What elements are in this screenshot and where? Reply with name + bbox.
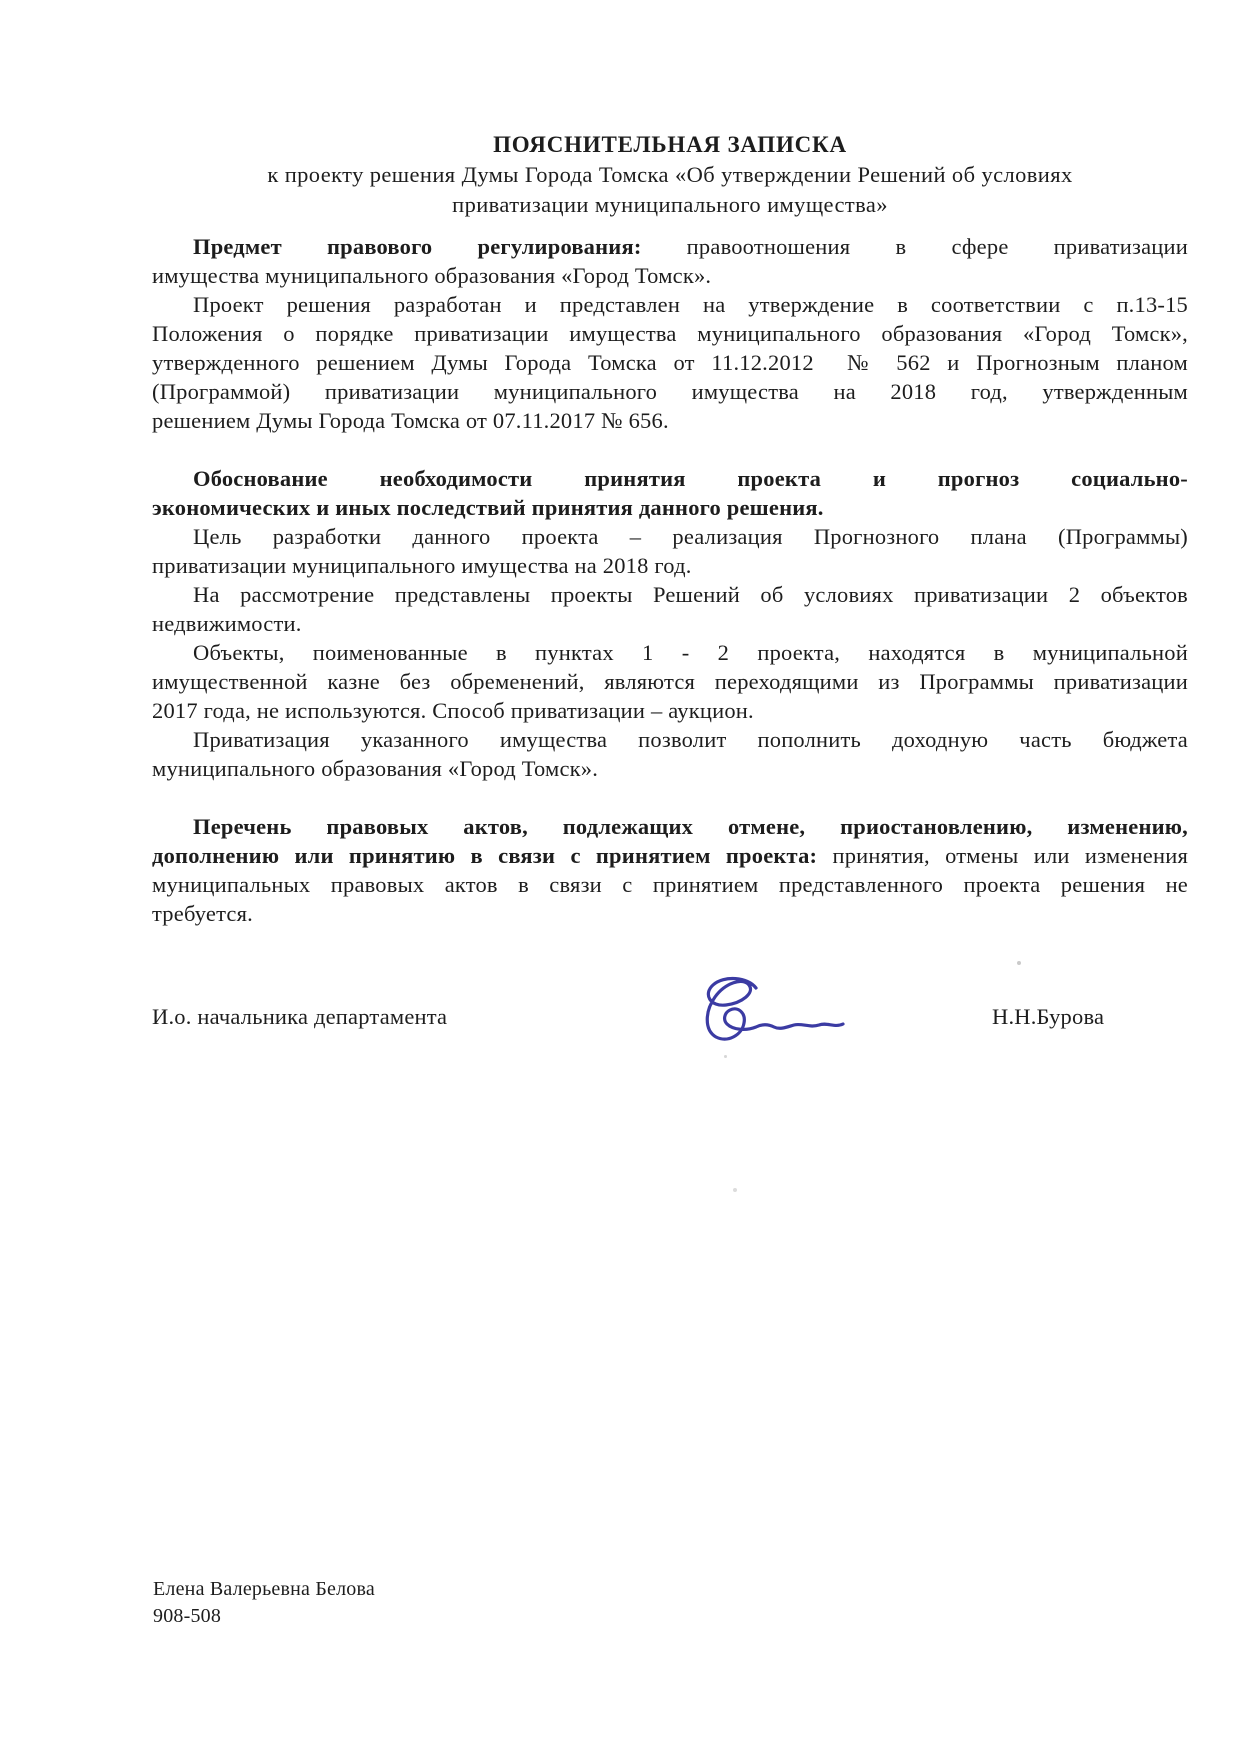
- document-line: Цель разработки данного проекта – реализация Прогнозного плана (Программы): [193, 524, 1188, 549]
- document-footer: [153, 1576, 375, 1630]
- document-line: Объекты, поименованные в пунктах 1 - 2 проекта, находятся в муниципальной: [193, 640, 1188, 665]
- document-line: требуется.: [152, 901, 253, 926]
- document-line: дополнению или принятию в связи с принятием проекта: принятия, отмены или изменения: [152, 843, 1189, 868]
- blank-line: [152, 783, 1188, 812]
- document-line: На рассмотрение представлены проекты Решений об условиях приватизации 2 объектов: [193, 582, 1188, 607]
- document-line: недвижимости.: [152, 611, 302, 636]
- signatory-position: И.о. начальника департамента: [152, 1004, 448, 1029]
- document-line: Проект решения разработан и представлен на утверждение в соответствии с п.13-15: [193, 292, 1188, 317]
- scan-speck: [724, 1055, 727, 1058]
- document-body: [152, 232, 1188, 928]
- document-line: муниципальных правовых актов в связи с принятием представленного проекта решения не: [152, 872, 1188, 897]
- document-line: Приватизация указанного имущества позволит пополнить доходную часть бюджета: [193, 727, 1188, 752]
- document-line: имущества муниципального образования «Город Томск».: [152, 263, 712, 288]
- document-line: Предмет правового регулирования: правоотношения в сфере приватизации: [193, 234, 1188, 259]
- document-line: муниципального образования «Город Томск».: [152, 756, 599, 781]
- document-line: приватизации муниципального имущества на 2018 год.: [152, 553, 692, 578]
- document-line: Положения о порядке приватизации имущества муниципального образования «Город Томск»,: [152, 321, 1188, 346]
- document-content: [152, 130, 1188, 928]
- document-line: 2017 года, не используются. Способ приватизации – аукцион.: [152, 698, 754, 723]
- scan-speck: [733, 1188, 737, 1192]
- document-line: имущественной казне без обременений, являются переходящими из Программы приватизации: [152, 669, 1188, 694]
- executor-name: Елена Валерьевна Белова: [153, 1578, 375, 1600]
- scan-speck: [1017, 961, 1021, 965]
- signatory-name: Н.Н.Бурова: [992, 1004, 1105, 1029]
- document-title: ПОЯСНИТЕЛЬНАЯ ЗАПИСКА: [493, 132, 847, 157]
- document-line: утвержденного решением Думы Города Томска от 11.12.2012 № 562 и Прогнозным планом: [152, 350, 1188, 375]
- document-line: Перечень правовых актов, подлежащих отмене, приостановлению, изменению,: [193, 814, 1188, 839]
- signature-ink: [698, 974, 858, 1054]
- document-subtitle-line: приватизации муниципального имущества»: [452, 192, 888, 217]
- document-line: (Программой) приватизации муниципального имущества на 2018 год, утвержденным: [152, 379, 1188, 404]
- document-line: Обоснование необходимости принятия проекта и прогноз социально-: [193, 466, 1188, 491]
- document-line: решением Думы Города Томска от 07.11.2017 № 656.: [152, 408, 669, 433]
- executor-phone: 908-508: [153, 1605, 222, 1627]
- document-subtitle-line: к проекту решения Думы Города Томска «Об утверждении Решений об условиях: [267, 162, 1073, 187]
- document-line: экономических и иных последствий принятия данного решения.: [152, 495, 824, 520]
- blank-line: [152, 435, 1188, 464]
